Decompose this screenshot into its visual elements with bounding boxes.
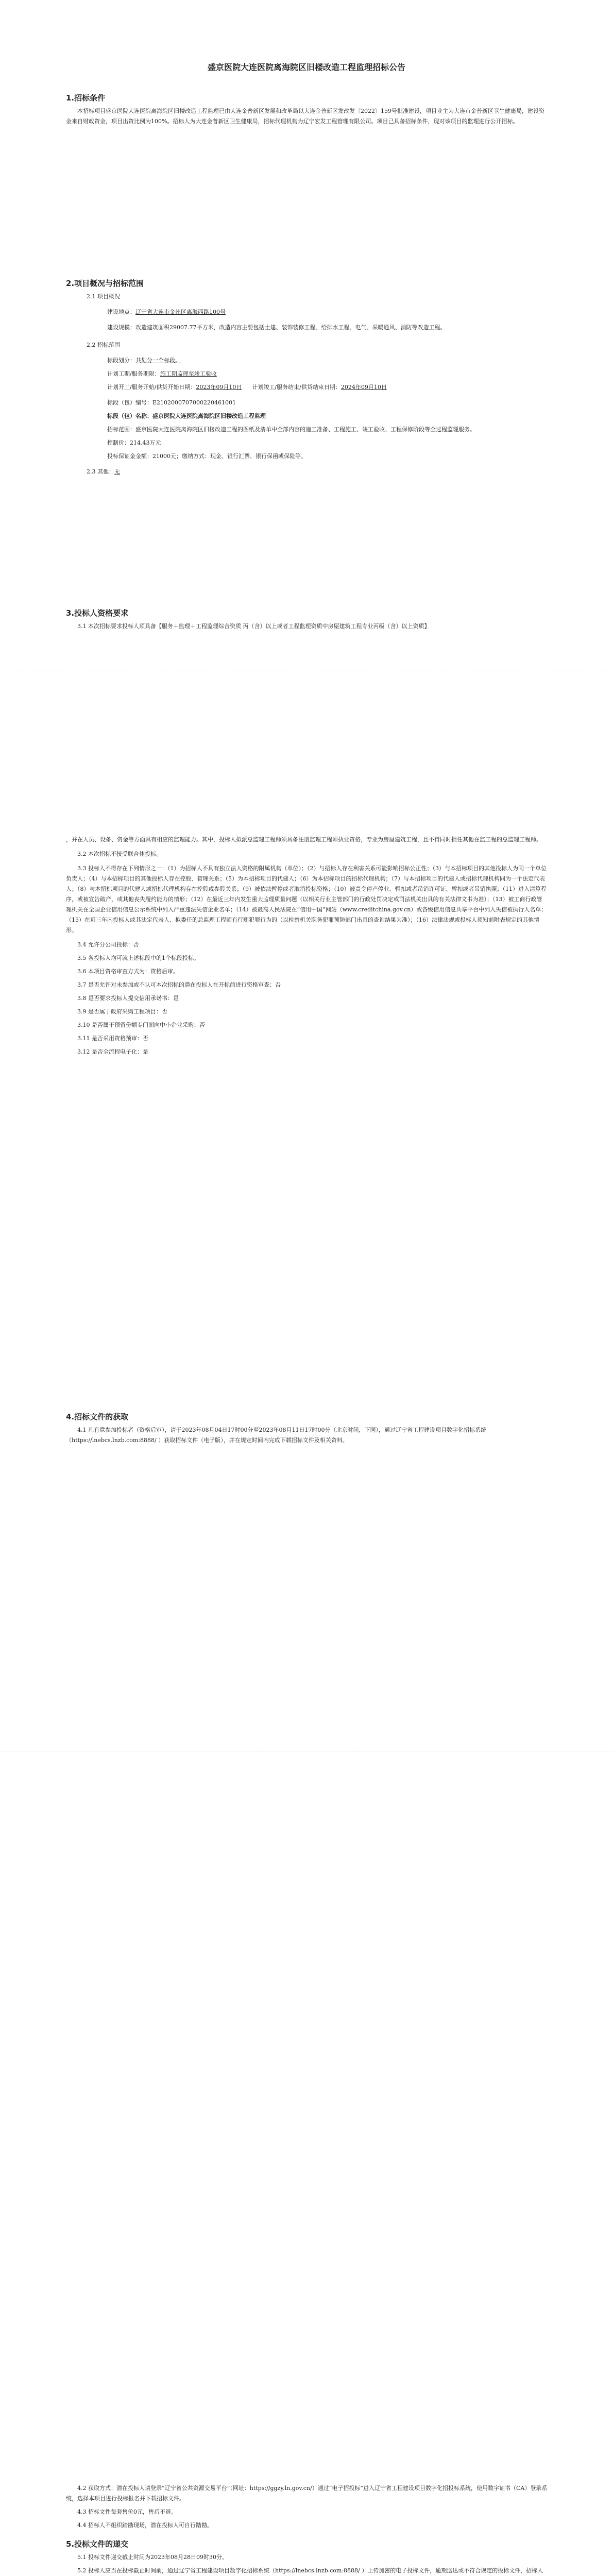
scale-row: 建设规模：改造建筑面积29007.77平方米，改造内容主要包括土建、装饰装修工程、给排水工程、电气、采暖通风、消防等改造工程。 <box>107 324 446 331</box>
section-2-heading: 2.项目概况与招标范围 <box>66 279 144 288</box>
req-3-12: 3.12 是否全流程电子化：是 <box>77 1048 148 1055</box>
req-3-11: 3.11 是否采用资格预审：否 <box>77 1035 148 1042</box>
req-3-5: 3.5 各投标人均可就上述标段中的1个标段投标。 <box>77 955 199 961</box>
req-3-4: 3.4 允许分公司投标：否 <box>77 941 139 948</box>
scope-row: 招标范围：盛京医院大连医院离海院区旧楼改造工程的图纸及清单中全部内容的施工准备、工程施工、竣工验收、工程保修阶段等全过程监理服务。 <box>107 426 475 433</box>
section-1 <box>66 93 548 127</box>
scale-value: 改造建筑面积29007.77平方米，改造内容主要包括土建、装饰装修工程、给排水工程、电气、采暖通风、消防等改造工程。 <box>135 324 446 331</box>
req-3-7: 3.7 是否允许对未参加或不认可本次招标的潜在投标人在开标前进行资格审查：否 <box>77 981 281 988</box>
section-no-row: 标段（包）编号：E2102000707000220461001 <box>107 399 236 406</box>
start-date-row: 计划开工/服务开始/供货开始日期：2023年09月10日 计划竣工/服务结束/供货结束日期：2024年09月10日 <box>107 384 387 391</box>
section-4-heading: 4.招标文件的获取 <box>66 1412 129 1421</box>
location-value: 辽宁省大连市金州区离海西路100号 <box>135 309 226 315</box>
doc-4-2: 4.2 获取方式：潜在投标人请登录“辽宁省公共资源交易平台”（网址：https://ggzy.ln.gov.cn/）通过“电子招投标”进入辽宁省工程建设项目数字化招投标系统，使用数字证书（CA）登录系统，选择本项目进行投标报名并下载招标文件。 <box>66 2485 548 2502</box>
req-3-9: 3.9 是否属于政府采购工程项目：否 <box>77 1008 167 1015</box>
section-3-heading: 3.投标人资格要求 <box>66 608 129 618</box>
req-3-1-cont: ，并在人员、设备、资金等方面具有相应的监理能力。其中，投标人拟派总监理工程师须具备注册监理工程师执业资格，专业为房屋建筑工程，且不得同时担任其他在监工程的总监理工程师。 <box>66 836 542 843</box>
req-3-2: 3.2 本次招标不接受联合体投标。 <box>77 851 162 857</box>
req-3-1: 3.1 本次招标要求投标人须具备【服务＋监理＋工程监理综合资质 丙（含）以上或者工程监理资质中房屋建筑工程专业丙级（含）以上资质】 <box>77 623 430 630</box>
doc-4-4: 4.4 招标人不组织踏勘现场，潜在投标人可自行踏勘。 <box>77 2522 213 2529</box>
section-3 <box>66 608 548 632</box>
scope-label: 2.2 招标范围 <box>87 342 120 348</box>
section-1-heading: 1.招标条件 <box>66 93 106 103</box>
control-price-row: 控制价：214.43万元 <box>107 439 161 446</box>
section-2 <box>66 278 548 477</box>
doc-4-1: 4.1 凡有意参加投标者（资格后审），请于2023年08月04日17时00分至2023年08月11日17时00分（北京时间，下同），通过辽宁省工程建设项目数字化招标系统（https://lnebcs.lnzb.com:8888/ ）获取招标文件（电子版），并在规定时间内完成下载招标文件及相关资料。 <box>66 1427 486 1444</box>
section-1-text: 本招标项目盛京医院大连医院离海院区旧楼改造工程监理已由大连金普新区发展和改革局以大连金普新区发改发〔2022〕159号批准建设，项目业主为大连市金普新区卫生健康局，建设资金来自财政资金，项目出资比例为100%。招标人为大连金普新区卫生健康局，招标代理机构为辽宁宏发工程管理有限公司。项目已具备招标条件，现对该项目的监理进行公开招标。 <box>66 108 544 125</box>
guarantee-row: 投标保证金金额：21000元；缴纳方式：现金、银行汇票、银行保函或保险等。 <box>107 453 306 460</box>
section-5-heading: 5.投标文件的递交 <box>66 2539 129 2549</box>
section-4 <box>66 1412 548 1446</box>
location-row: 建设地点：辽宁省大连市金州区离海西路100号 <box>107 309 226 315</box>
other-row: 2.3 其他：无 <box>87 468 120 475</box>
req-3-10: 3.10 是否属于预留份额专门面向中小企业采购：否 <box>77 1022 205 1028</box>
range-row: 标段划分：共划分一个标段。 <box>107 357 181 364</box>
section-name-row: 标段（包）名称：盛京医院大连医院离海院区旧楼改造工程监理 <box>107 413 266 419</box>
req-3-8: 3.8 是否要求投标人提交信用承诺书：是 <box>77 995 179 1002</box>
submit-5-1: 5.1 投标文件递交截止时间为2023年08月28日09时30分。 <box>77 2554 228 2561</box>
duration-row: 计划工期/服务期限：施工期监理至竣工验收 <box>107 370 217 377</box>
submit-5-2: 5.2 投标人应当在投标截止时间前，通过辽宁省工程建设项目数字化招标系统（https://lnebcs.lnzb.com:8888/ ）上传加密的电子投标文件，逾期送达或不符合规定的投标文件，招标人 <box>77 2567 543 2574</box>
section-3-continued <box>66 835 548 1057</box>
project-overview-label: 2.1 项目概况 <box>87 293 120 300</box>
req-3-6: 3.6 本项目资格审查方式为：资格后审。 <box>77 968 179 975</box>
section-4-continued <box>66 2483 548 2576</box>
page-title: 盛京医院大连医院离海院区旧楼改造工程监理招标公告 <box>207 62 405 72</box>
req-3-3: 3.3 投标人不得存在下列情形之一：（1）为招标人不具有独立法人资格的附属机构（单位）；（2）与招标人存在利害关系可能影响招标公正性；（3）与本招标项目的其他投标人为同一个单位负责人；（4）与本招标项目的其他投标人存在控股、管理关系；（5）为本招标项目的代建人；（6）为本招标项目的招标代理机构；（7）与本招标项目的代建人或招标代理机构同为一个法定代表人；（8）与本招标项目的代建人或招标代理机构存在控股或参股关系；（9）被依法暂停或者取消投标资格；（10）被责令停产停业、暂扣或者吊销许可证、暂扣或者吊销执照；（11）进入清算程序，或被宣告破产，或其他丧失履约能力的情形；（12）在最近三年内发生重大监理质量问题（以相关行业主管部门的行政处罚决定或司法机关出具的有关法律文书为准）；（13）被工商行政管理机关在全国企业信用信息公示系统中列入严重违法失信企业名单；（14）被最高人民法院在“信用中国”网站（www.creditchina.gov.cn）或各级信用信息共享平台中列入失信被执行人名单；（15）在近三年内投标人或其法定代表人、拟委任的总监理工程师有行贿犯罪行为的（以检察机关职务犯罪预防部门出具的查询结果为准）；（16）法律法规或投标人须知前附表规定的其他情形。 <box>66 865 547 934</box>
doc-4-3: 4.3 招标文件每套售价0元，售后不退。 <box>77 2509 177 2515</box>
